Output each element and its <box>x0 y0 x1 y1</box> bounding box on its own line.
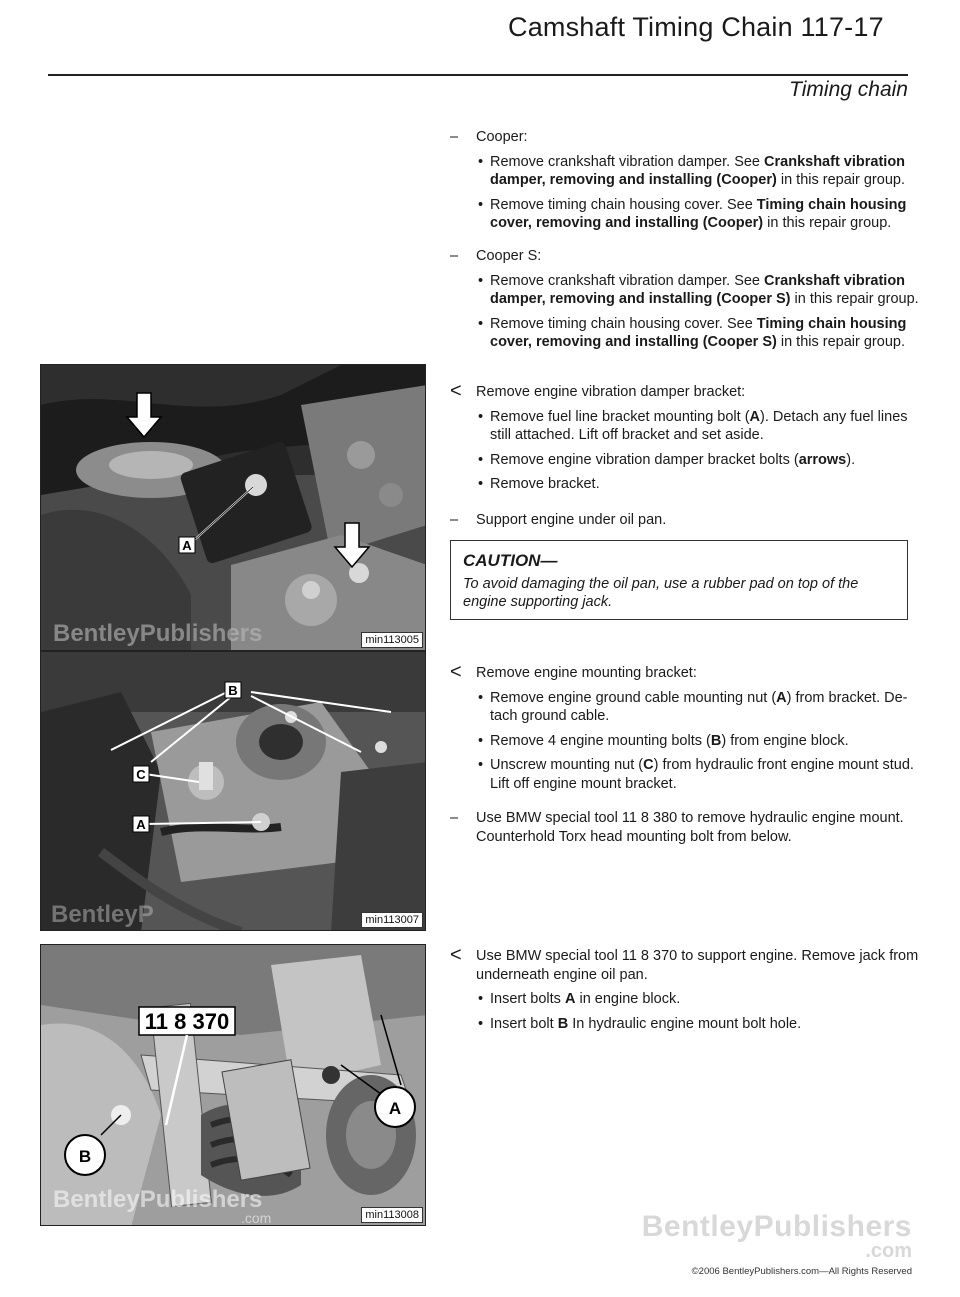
label-a: A <box>388 1099 402 1118</box>
list-item: • Remove fuel line bracket mounting bolt (A). Detach any fuel lines still attached. Lift off bracket and set aside. <box>476 408 920 445</box>
copyright: ©2006 BentleyPublishers.com—All Rights Reserved <box>691 1266 912 1277</box>
list-item: • Remove crankshaft vibration damper. See Crankshaft vibration damper, removing and installing (Cooper) in this repair group. <box>476 153 920 190</box>
list-item: • Remove timing chain housing cover. See Timing chain housing cover, removing and installing (Cooper S) in this repair group. <box>476 315 920 352</box>
step-support <box>450 511 920 530</box>
photo-id: min113007 <box>361 912 423 928</box>
step-label: Remove engine vibration damper bracket: <box>476 384 746 400</box>
label-c: C <box>136 767 146 782</box>
caution-title: CAUTION— <box>463 551 558 570</box>
label-a: A <box>182 538 192 553</box>
step-label: Use BMW special tool 11 8 380 to remove hydraulic engine mount. Counterhold Torx head mounting bolt from below. <box>476 810 904 845</box>
step-mount-bracket <box>450 661 920 799</box>
photo-id: min113008 <box>361 1207 423 1223</box>
label-b: B <box>78 1147 92 1166</box>
label-b: B <box>228 683 238 698</box>
publisher-logo-com: .com <box>865 1240 912 1262</box>
engine-photo <box>41 945 426 1226</box>
list-item: • Remove 4 engine mounting bolts (B) from engine block. <box>476 732 920 751</box>
list-item: • Insert bolts A in engine block. <box>476 990 920 1009</box>
step-special-tool-380 <box>450 809 920 846</box>
engine-photo <box>41 652 426 931</box>
figure-pointer-icon: < <box>450 661 462 683</box>
photo-mounting-bracket <box>40 651 426 931</box>
list-item: • Remove engine ground cable mounting nut (A) from bracket. De-tach ground cable. <box>476 689 920 726</box>
list-item: • Remove crankshaft vibration damper. See Crankshaft vibration damper, removing and installing (Cooper S) in this repair group. <box>476 272 920 309</box>
list-item: • Remove bracket. <box>476 475 920 494</box>
watermark-com: .com <box>241 1210 272 1226</box>
caution-text: To avoid damaging the oil pan, use a rubber pad on top of the engine supporting jack. <box>463 576 859 610</box>
publisher-logo: BentleyPublishers <box>641 1210 912 1243</box>
watermark: BentleyP <box>51 901 154 928</box>
step-cooper <box>450 128 920 239</box>
step-label: Support engine under oil pan. <box>476 512 667 528</box>
watermark: BentleyPublishers <box>53 1186 263 1213</box>
step-label: Use BMW special tool 11 8 370 to support engine. Remove jack from underneath engine oil pan. <box>476 948 919 983</box>
step-special-tool-370 <box>450 944 920 1039</box>
photo-damper-bracket <box>40 364 426 651</box>
watermark: BentleyPublishers <box>53 620 263 647</box>
figure-pointer-icon: < <box>450 944 462 966</box>
list-item: • Remove timing chain housing cover. See Timing chain housing cover, removing and installing (Cooper) in this repair group. <box>476 196 920 233</box>
list-item: • Insert bolt B In hydraulic engine mount bolt hole. <box>476 1015 920 1034</box>
header-rule <box>48 74 908 76</box>
list-item: • Remove engine vibration damper bracket bolts (arrows). <box>476 451 920 470</box>
photo-special-tool <box>40 944 426 1226</box>
tool-label: 11 8 370 <box>144 1009 230 1034</box>
figure-pointer-icon: < <box>450 380 462 402</box>
step-label: Remove engine mounting bracket: <box>476 665 697 681</box>
step-damper-bracket <box>450 380 920 500</box>
page-title: Camshaft Timing Chain 117-17 <box>508 12 884 42</box>
step-label: Cooper S: <box>476 248 542 264</box>
step-label: Cooper: <box>476 129 528 145</box>
caution-box <box>450 540 908 620</box>
list-item: • Unscrew mounting nut (C) from hydraulic front engine mount stud. Lift off engine mount bracket. <box>476 756 920 793</box>
section-title: Timing chain <box>789 78 908 101</box>
photo-id: min113005 <box>361 632 423 648</box>
step-cooper-s <box>450 247 920 358</box>
label-a: A <box>136 817 146 832</box>
engine-photo <box>41 365 426 651</box>
